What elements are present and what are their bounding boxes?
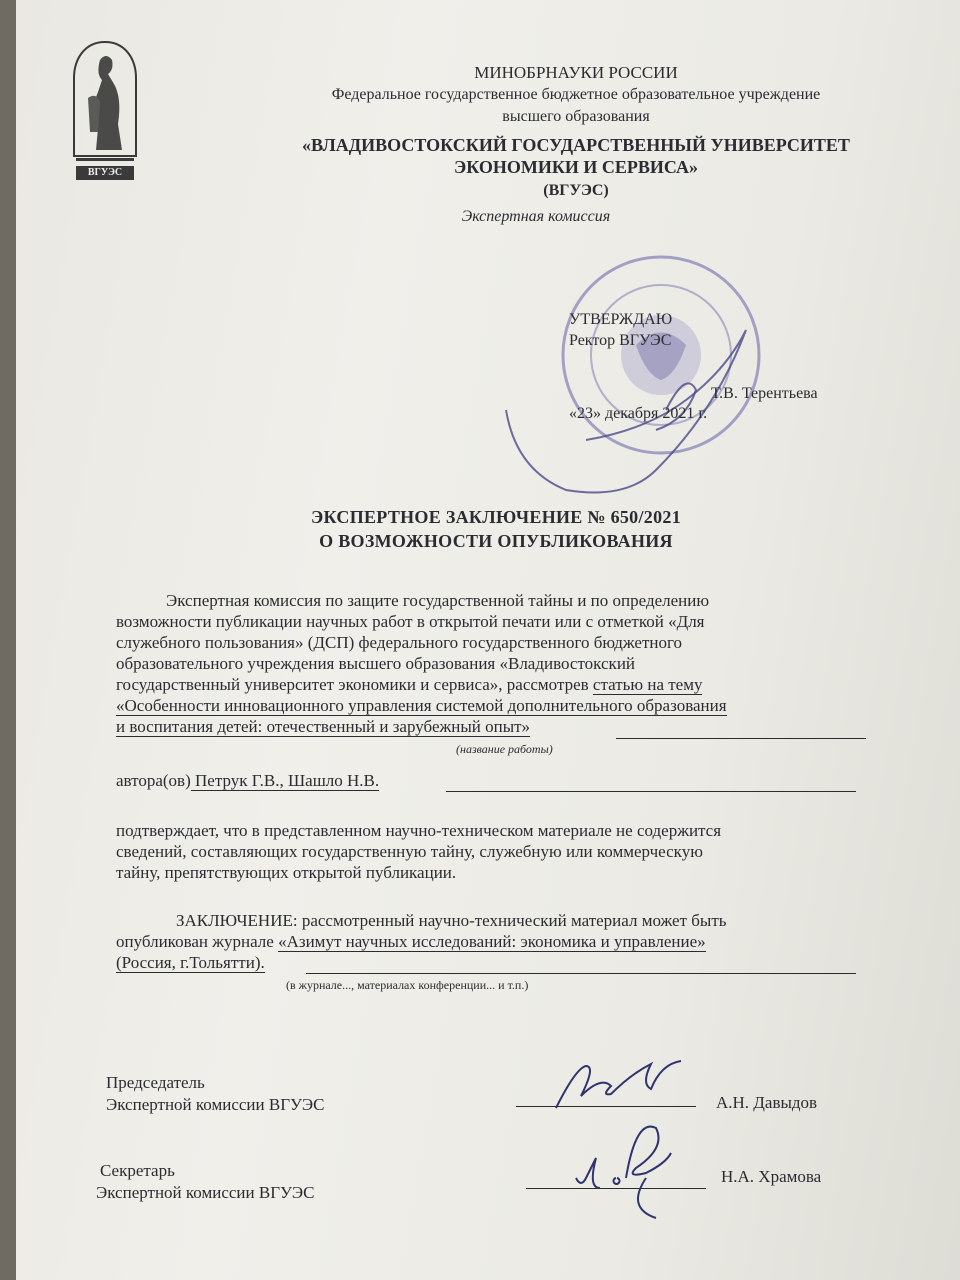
university-name-line-1: «ВЛАДИВОСТОКСКИЙ ГОСУДАРСТВЕННЫЙ УНИВЕРСИТЕТ	[302, 135, 850, 155]
conclusion-line: ЗАКЛЮЧЕНИЕ: рассмотренный научно-технический материал может быть	[176, 911, 727, 930]
approval-date: «23» декабря 2021 г.	[569, 405, 708, 422]
work-title-caption: (название работы)	[456, 742, 553, 756]
journal-caption: (в журнале..., материалах конференции... и т.п.)	[286, 978, 529, 992]
institution-line-2: высшего образования	[502, 108, 650, 125]
approve-label: УТВЕРЖДАЮ	[569, 311, 673, 328]
fill-line	[446, 791, 856, 792]
chair-signature-icon	[546, 1058, 696, 1118]
institution-line-1: Федеральное государственное бюджетное образовательное учреждение	[331, 86, 821, 103]
fill-line	[616, 738, 866, 739]
document-title: ЭКСПЕРТНОЕ ЗАКЛЮЧЕНИЕ № 650/2021	[310, 507, 681, 527]
conclusion-line	[116, 931, 866, 952]
body-line: образовательного учреждения высшего образования «Владивостокский	[116, 654, 636, 673]
body-line: тайну, препятствующих открытой публикации.	[116, 863, 457, 882]
document-subtitle: О ВОЗМОЖНОСТИ ОПУБЛИКОВАНИЯ	[319, 531, 673, 551]
authors-value: Петрук Г.В., Шашло Н.В.	[190, 771, 380, 790]
university-logo	[66, 38, 144, 188]
body-line: подтверждает, что в представленном научно-техническом материале не содержится	[116, 821, 722, 840]
work-type: статью на тему	[592, 675, 703, 694]
ministry-name: МИНОБРНАУКИ РОССИИ	[474, 63, 678, 82]
university-abbr: (ВГУЭС)	[543, 182, 609, 199]
work-title-line-1	[116, 695, 866, 716]
body-text: государственный университет экономики и сервиса», рассмотрев	[116, 675, 593, 694]
secretary-title: Секретарь	[100, 1161, 175, 1180]
conclusion-line	[116, 952, 316, 973]
authors-label: автора(ов)	[116, 771, 191, 790]
commission-label: Экспертная комиссия	[461, 208, 611, 225]
conclusion-text: опубликован журнале	[116, 932, 279, 951]
journal-location: (Россия, г.Тольятти).	[116, 953, 265, 972]
fill-line	[306, 973, 856, 974]
authors-line	[116, 770, 446, 791]
chair-name: А.Н. Давыдов	[716, 1093, 818, 1112]
document-page	[16, 0, 960, 1280]
secretary-name: Н.А. Храмова	[721, 1167, 822, 1186]
secretary-signature-icon	[556, 1118, 696, 1228]
work-title-line-2	[116, 716, 716, 737]
body-line: возможности публикации научных работ в открытой печати или с отметкой «Для	[116, 612, 705, 631]
approver-name: Т.В. Терентьева	[711, 385, 818, 402]
body-line: Экспертная комиссия по защите государственной тайны и по определению	[166, 591, 710, 610]
approver-position: Ректор ВГУЭС	[569, 332, 672, 349]
chair-title: Председатель	[106, 1073, 205, 1092]
university-name-line-2: ЭКОНОМИКИ И СЕРВИСА»	[454, 157, 698, 177]
secretary-commission: Экспертной комиссии ВГУЭС	[96, 1183, 315, 1202]
journal-name: «Азимут научных исследований: экономика и управление»	[278, 932, 706, 951]
work-title-text: и воспитания детей: отечественный и зарубежный опыт»	[116, 717, 531, 736]
chair-commission: Экспертной комиссии ВГУЭС	[106, 1095, 325, 1114]
body-line: служебного пользования» (ДСП) федерального государственного бюджетного	[116, 633, 683, 652]
work-title-text: «Особенности инновационного управления системой дополнительного образования	[116, 696, 727, 715]
body-line	[116, 674, 866, 695]
logo-text: ВГУЭС	[87, 167, 123, 178]
body-line: сведений, составляющих государственную тайну, служебную или коммерческую	[116, 842, 703, 861]
statue-emblem-icon	[66, 38, 144, 188]
